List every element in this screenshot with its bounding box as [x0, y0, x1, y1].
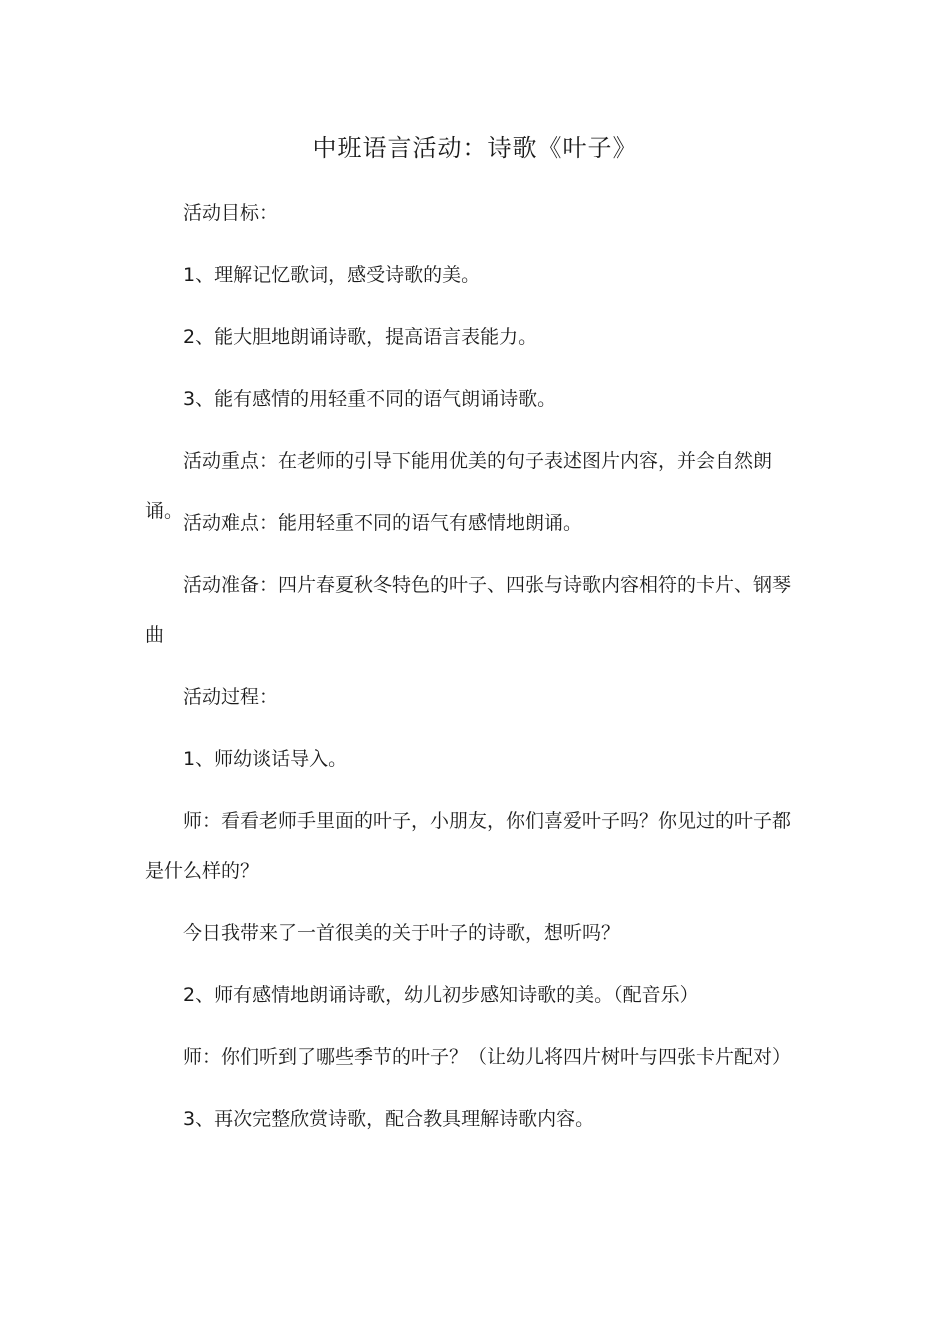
paragraph-introduction: 今日我带来了一首很美的关于叶子的诗歌，想听吗？	[183, 922, 621, 944]
paragraph-difficult-point: 活动难点：能用轻重不同的语气有感情地朗诵。	[183, 512, 583, 534]
paragraph-process-heading: 活动过程：	[183, 686, 279, 708]
paragraph-teacher-seasons: 师：你们听到了哪些季节的叶子？（让幼儿将四片树叶与四张卡片配对）	[183, 1046, 792, 1068]
paragraph-step-1: 1、师幼谈话导入。	[183, 748, 348, 770]
paragraph-step-3: 3、再次完整欣赏诗歌，配合教具理解诗歌内容。	[183, 1108, 595, 1130]
paragraph-step-2: 2、师有感情地朗诵诗歌，幼儿初步感知诗歌的美。（配音乐）	[183, 984, 699, 1006]
paragraph-goal-1: 1、理解记忆歌词，感受诗歌的美。	[183, 264, 481, 286]
document-title: 中班语言活动：诗歌《叶子》	[312, 134, 638, 162]
paragraph-preparation: 活动准备：四片春夏秋冬特色的叶子、四张与诗歌内容相符的卡片、钢琴曲	[145, 574, 792, 646]
paragraph-activity-goals-heading: 活动目标：	[183, 202, 279, 224]
paragraph-goal-2: 2、能大胆地朗诵诗歌，提高语言表能力。	[183, 326, 538, 348]
paragraph-teacher-question: 师：看看老师手里面的叶子，小朋友，你们喜爱叶子吗？你见过的叶子都是什么样的？	[145, 810, 792, 882]
paragraph-key-point: 活动重点：在老师的引导下能用优美的句子表述图片内容，并会自然朗诵。	[145, 450, 773, 522]
paragraph-goal-3: 3、能有感情的用轻重不同的语气朗诵诗歌。	[183, 388, 557, 410]
